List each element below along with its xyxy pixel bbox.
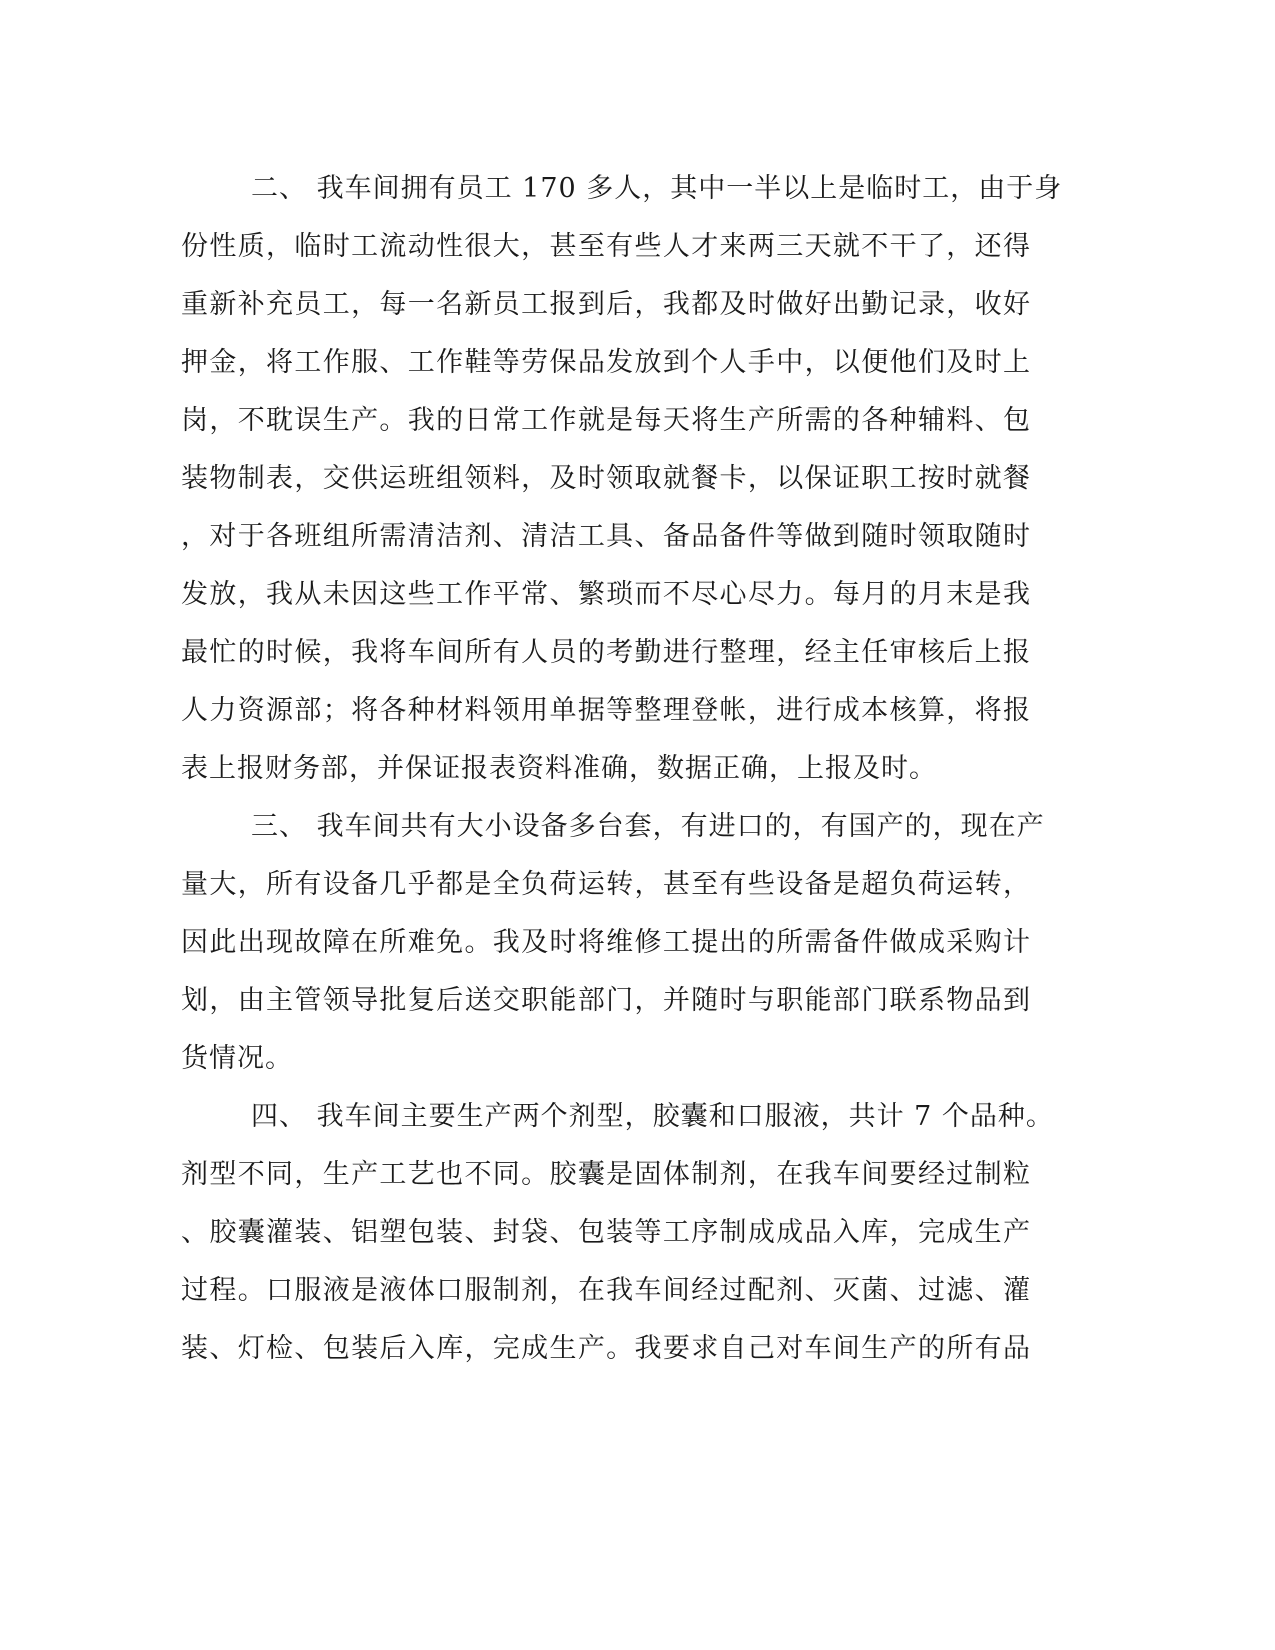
text-line: 货情况。	[181, 1043, 293, 1074]
text-line: 岗，不耽误生产。我的日常工作就是每天将生产所需的各种辅料、包	[181, 405, 1031, 436]
text-line: ，对于各班组所需清洁剂、清洁工具、备品备件等做到随时领取随时	[181, 521, 1031, 552]
text-line: 人力资源部；将各种材料领用单据等整理登帐，进行成本核算，将报	[181, 695, 1031, 726]
paragraph-four	[181, 1088, 1054, 1378]
text-line: 发放，我从未因这些工作平常、繁琐而不尽心尽力。每月的月末是我	[181, 579, 1031, 610]
text-line: 表上报财务部，并保证报表资料准确，数据正确，上报及时。	[181, 753, 937, 784]
text-line: 划，由主管领导批复后送交职能部门，并随时与职能部门联系物品到	[181, 985, 1031, 1016]
text-line: 、胶囊灌装、铝塑包装、封袋、包装等工序制成成品入库，完成生产	[181, 1217, 1031, 1248]
paragraph-two	[181, 160, 1063, 798]
text-line: 份性质，临时工流动性很大，甚至有些人才来两三天就不干了，还得	[181, 231, 1031, 262]
text-line: 二、 我车间拥有员工 170 多人，其中一半以上是临时工，由于身	[251, 173, 1063, 204]
document-body	[181, 160, 1063, 1378]
text-line: 最忙的时候，我将车间所有人员的考勤进行整理，经主任审核后上报	[181, 637, 1031, 668]
text-line: 装物制表，交供运班组领料，及时领取就餐卡，以保证职工按时就餐	[181, 463, 1031, 494]
text-line: 装、灯检、包装后入库，完成生产。我要求自己对车间生产的所有品	[181, 1333, 1031, 1364]
text-line: 三、 我车间共有大小设备多台套，有进口的，有国产的，现在产	[251, 811, 1045, 842]
text-line: 过程。口服液是液体口服制剂，在我车间经过配剂、灭菌、过滤、灌	[181, 1275, 1031, 1306]
text-line: 重新补充员工，每一名新员工报到后，我都及时做好出勤记录，收好	[181, 289, 1031, 320]
text-line: 因此出现故障在所难免。我及时将维修工提出的所需备件做成采购计	[181, 927, 1031, 958]
text-line: 押金，将工作服、工作鞋等劳保品发放到个人手中，以便他们及时上	[181, 347, 1031, 378]
text-line: 量大，所有设备几乎都是全负荷运转，甚至有些设备是超负荷运转，	[181, 869, 1031, 900]
text-line: 剂型不同，生产工艺也不同。胶囊是固体制剂，在我车间要经过制粒	[181, 1159, 1031, 1190]
text-line: 四、 我车间主要生产两个剂型，胶囊和口服液，共计 7 个品种。	[251, 1101, 1054, 1132]
paragraph-three	[181, 798, 1045, 1088]
